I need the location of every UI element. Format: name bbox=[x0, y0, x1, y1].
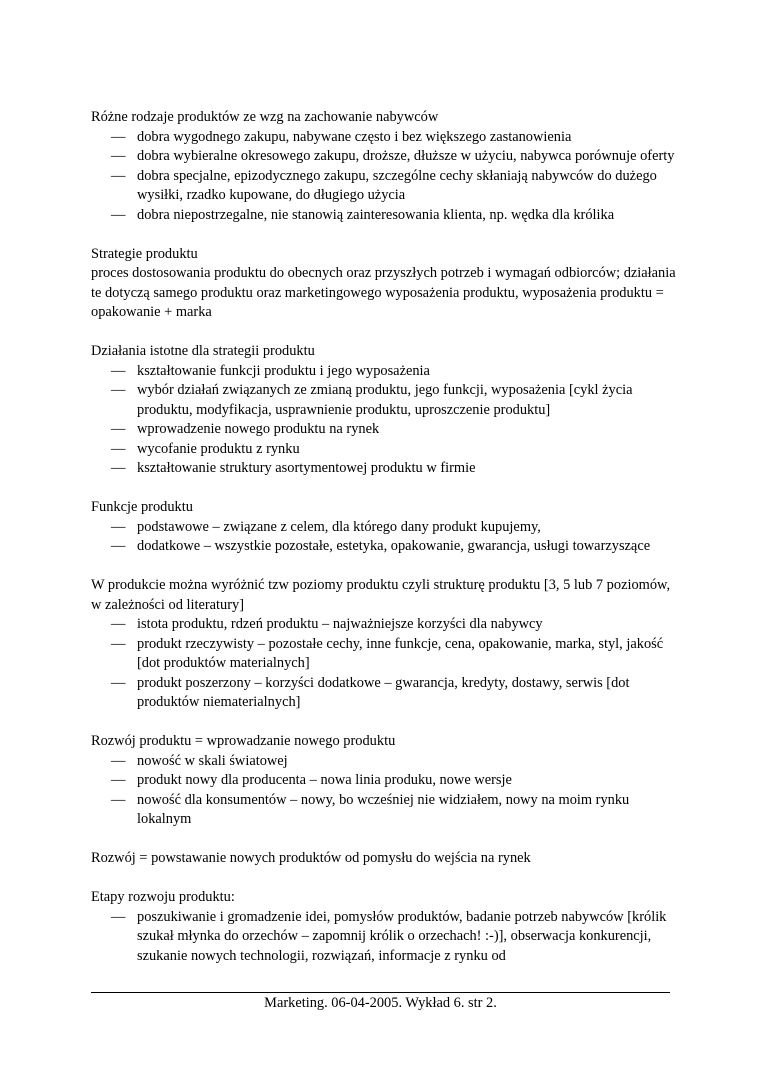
dash-bullet: — bbox=[111, 128, 126, 145]
list-item bbox=[91, 537, 676, 557]
list-item-text: dobra wygodnego zakupu, nabywane często i bez większego zastanowienia bbox=[137, 128, 572, 145]
bullet-list bbox=[91, 518, 676, 557]
list-item-text: dobra niepostrzegalne, nie stanowią zainteresowania klienta, np. wędka dla królika bbox=[137, 206, 615, 223]
list-item bbox=[91, 615, 676, 635]
dash-bullet: — bbox=[111, 752, 126, 769]
list-item-text: wprowadzenie nowego produktu na rynek bbox=[137, 421, 380, 437]
dash-bullet: — bbox=[111, 460, 126, 476]
list-item-text: wybór działań związanych ze zmianą produktu, jego funkcji, wyposażenia [cykl życia produktu, modyfikacja, usprawnienie produktu, uproszczenie produktu] bbox=[137, 382, 633, 418]
dash-bullet: — bbox=[111, 421, 126, 437]
bullet-list bbox=[91, 362, 676, 479]
dash-bullet: — bbox=[111, 440, 126, 457]
list-item-text: dodatkowe – wszystkie pozostałe, estetyka, opakowanie, gwarancja, usługi towarzyszące bbox=[137, 538, 651, 554]
list-item bbox=[91, 518, 676, 538]
list-item-text: dobra wybieralne okresowego zakupu, droższe, dłuższe w użyciu, nabywca porównuje oferty bbox=[137, 148, 675, 164]
list-item-text: produkt poszerzony – korzyści dodatkowe – gwarancja, kredyty, dostawy, serwis [dot produktów niematerialnych] bbox=[137, 674, 630, 710]
list-item bbox=[91, 440, 676, 460]
list-item bbox=[91, 147, 676, 167]
section-heading: Rozwój = powstawanie nowych produktów od pomysłu do wejścia na rynek bbox=[91, 850, 531, 866]
dash-bullet: — bbox=[111, 538, 126, 554]
document-body bbox=[91, 108, 676, 966]
dash-bullet: — bbox=[111, 674, 126, 691]
footer-divider bbox=[91, 992, 670, 993]
bullet-list bbox=[91, 128, 676, 226]
paragraph: proces dostosowania produktu do obecnych oraz przyszłych potrzeb i wymagań odbiorców; działania te dotyczą samego produktu oraz marketingowego wyposażenia produktu, wyposażenia produktu = opakowanie + marka bbox=[91, 265, 676, 320]
section-heading: Funkcje produktu bbox=[91, 499, 193, 515]
bullet-list bbox=[91, 752, 676, 830]
list-item bbox=[91, 908, 676, 967]
page-footer: Marketing. 06-04-2005. Wykład 6. str 2. bbox=[264, 995, 497, 1011]
list-item-text: produkt rzeczywisty – pozostałe cechy, inne funkcje, cena, opakowanie, marka, styl, jakość [dot produktów materialnych] bbox=[137, 635, 664, 671]
dash-bullet: — bbox=[111, 518, 126, 535]
list-item bbox=[91, 381, 676, 420]
list-item bbox=[91, 752, 676, 772]
dash-bullet: — bbox=[111, 148, 126, 164]
dash-bullet: — bbox=[111, 791, 126, 808]
dash-bullet: — bbox=[111, 908, 126, 925]
dash-bullet: — bbox=[111, 772, 126, 788]
list-item-text: nowość dla konsumentów – nowy, bo wcześniej nie widziałem, nowy na moim rynku lokalnym bbox=[137, 791, 630, 827]
section-heading: W produkcie można wyróżnić tzw poziomy produktu czyli strukturę produktu [3, 5 lub 7 poziomów, w zależności od literatury] bbox=[91, 577, 671, 613]
list-item-text: poszukiwanie i gromadzenie idei, pomysłów produktów, badanie potrzeb nabywców [królik szukał młynka do orzechów – zapomnij królik o orzechach! :-)], obserwacja konkurencji, szukanie nowych technologii, rozwiązań, informacje z rynku od bbox=[137, 908, 667, 964]
dash-bullet: — bbox=[111, 206, 126, 223]
list-item-text: istota produktu, rdzeń produktu – najważniejsze korzyści dla nabywcy bbox=[137, 616, 543, 632]
list-item-text: produkt nowy dla producenta – nowa linia produku, nowe wersje bbox=[137, 772, 512, 788]
dash-bullet: — bbox=[111, 362, 126, 379]
list-item bbox=[91, 459, 676, 479]
list-item bbox=[91, 674, 676, 713]
list-item-text: nowość w skali światowej bbox=[137, 752, 288, 769]
list-item-text: kształtowanie struktury asortymentowej produktu w firmie bbox=[137, 460, 476, 476]
list-item-text: kształtowanie funkcji produktu i jego wyposażenia bbox=[137, 362, 430, 379]
dash-bullet: — bbox=[111, 616, 126, 632]
list-item bbox=[91, 771, 676, 791]
list-item bbox=[91, 206, 676, 226]
list-item bbox=[91, 791, 676, 830]
bullet-list bbox=[91, 615, 676, 713]
list-item bbox=[91, 128, 676, 148]
section-heading: Działania istotne dla strategii produktu bbox=[91, 343, 315, 359]
list-item bbox=[91, 635, 676, 674]
dash-bullet: — bbox=[111, 635, 126, 652]
section-heading: Rozwój produktu = wprowadzanie nowego produktu bbox=[91, 733, 396, 749]
list-item bbox=[91, 167, 676, 206]
list-item-text: podstawowe – związane z celem, dla którego dany produkt kupujemy, bbox=[137, 518, 541, 535]
section-heading: Strategie produktu bbox=[91, 245, 198, 262]
list-item-text: wycofanie produktu z rynku bbox=[137, 440, 300, 457]
dash-bullet: — bbox=[111, 382, 126, 398]
dash-bullet: — bbox=[111, 167, 126, 184]
list-item bbox=[91, 362, 676, 382]
list-item bbox=[91, 420, 676, 440]
bullet-list bbox=[91, 908, 676, 967]
section-heading: Różne rodzaje produktów ze wzg na zachowanie nabywców bbox=[91, 109, 439, 125]
section-heading: Etapy rozwoju produktu: bbox=[91, 889, 235, 905]
list-item-text: dobra specjalne, epizodycznego zakupu, szczególne cechy skłaniają nabywców do dużego wysiłki, rzadko kupowane, do długiego użycia bbox=[137, 167, 657, 203]
